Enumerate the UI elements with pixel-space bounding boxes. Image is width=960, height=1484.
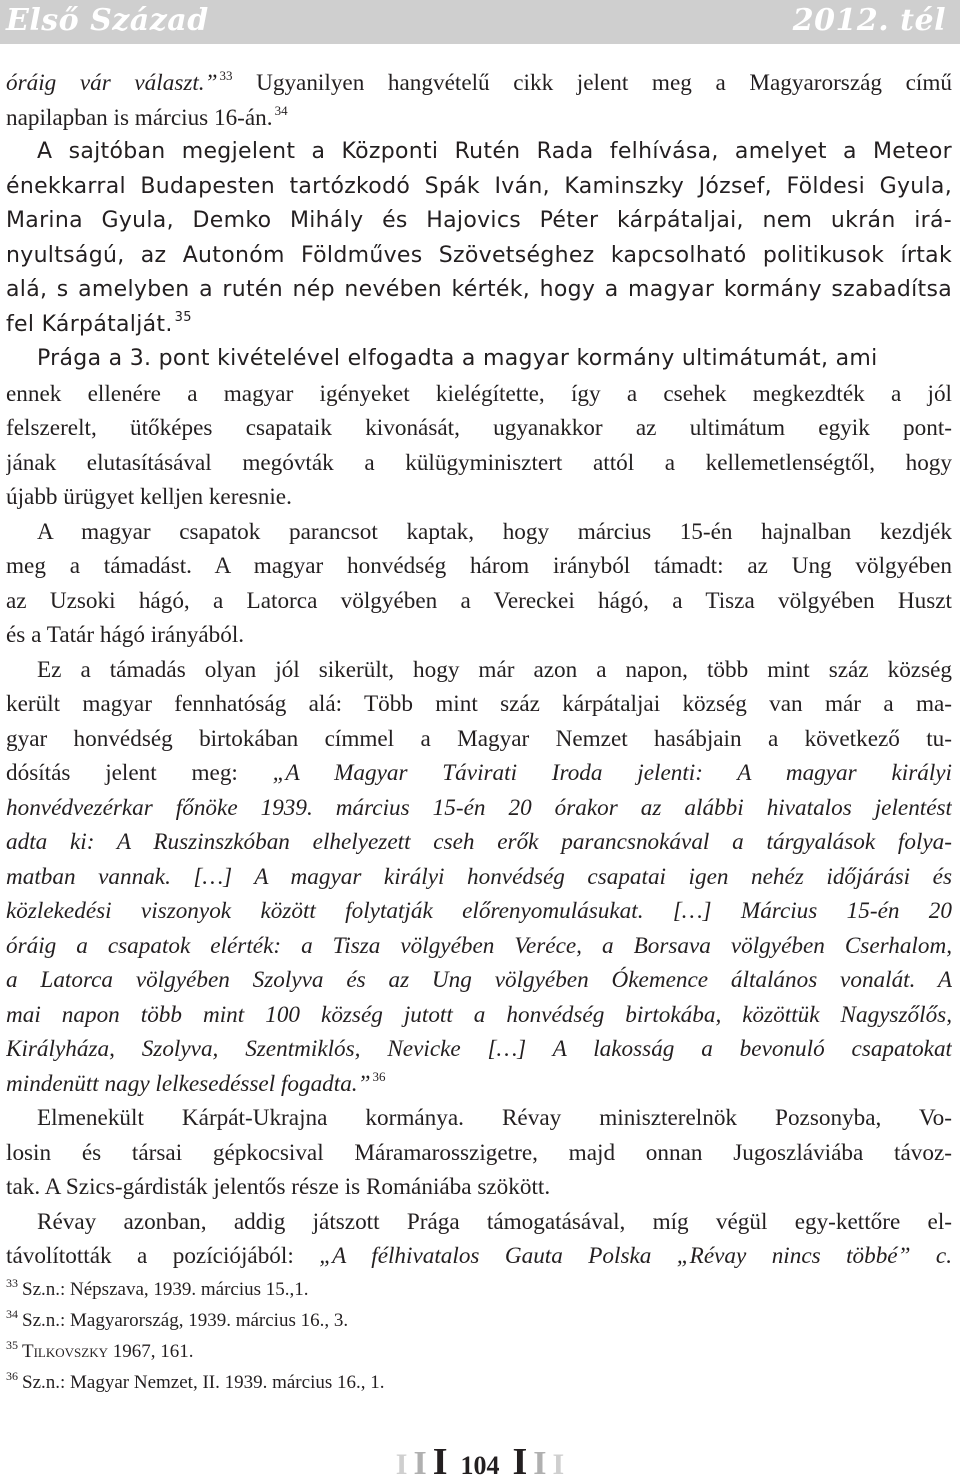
text-run: mindenütt nagy lelkesedéssel fogadta.” xyxy=(6,1070,371,1097)
footnote xyxy=(6,1274,906,1305)
journal-title: Első Század xyxy=(6,3,209,38)
text-run: ennek ellenére a magyar igényeket kielégítette, így a csehek megkezdték a jól xyxy=(6,380,952,407)
text-line xyxy=(6,515,952,550)
text-run: tak. A Szics-gárdisták jelentős része is Romániába szökött. xyxy=(6,1174,551,1200)
page-number: 104 xyxy=(460,1451,500,1480)
text-line xyxy=(6,273,952,308)
text-run: matban vannak. […] A magyar királyi honvédség csapatai igen nehéz időjárási és xyxy=(6,863,952,890)
text-line xyxy=(6,204,952,239)
text-line xyxy=(6,1239,952,1274)
text-run: alá, s amelyben a rutén nép nevében kérték, hogy a magyar kormány szabadítsa xyxy=(6,277,952,302)
footnote-text: Sz.n.: Magyar Nemzet, II. 1939. március 16., 1. xyxy=(22,1372,385,1393)
text-run: felszerelt, ütőképes csapataik kivonását, ugyanakkor az ultimátum egyik pont- xyxy=(6,415,952,441)
text-line xyxy=(6,66,952,101)
folio-ornament-icon: I xyxy=(395,1448,408,1481)
text-run: pont kivételével elfogadta a magyar kormány ultimátumát, ami xyxy=(151,346,878,371)
text-run: Prága a 3. xyxy=(37,346,152,371)
text-run: dósítás jelent meg: xyxy=(6,760,273,786)
text-line xyxy=(6,480,952,515)
text-run: Marina Gyula, Demko Mihály és Hajovics Péter kárpátaljai, nem ukrán irá- xyxy=(6,208,952,233)
footnote xyxy=(6,1367,906,1398)
text-run: fel Kárpátalját. xyxy=(6,311,173,337)
text-line xyxy=(6,1032,952,1067)
footnotes xyxy=(6,1274,906,1398)
text-run: énekkarral Budapesten tartózkodó Spák Iván, Kaminszky József, Földesi Gyula, xyxy=(6,173,952,199)
text-run: nyultságú, az Autonóm Földműves Szövetséghez kapcsolható politikusok írtak xyxy=(6,242,952,268)
text-run: óráig vár választ.” xyxy=(6,70,218,96)
text-line xyxy=(6,101,952,136)
text-run: „A Magyar Távirati Iroda jelenti: A magyar királyi xyxy=(272,760,952,786)
text-line xyxy=(6,446,952,481)
text-run: meg a támadást. A magyar honvédség három irányból támadt: az Ung völgyében xyxy=(6,553,952,579)
text-run: Révay azonban, addig játszott Prága támogatásával, míg végül egy-kettőre el- xyxy=(37,1208,952,1235)
text-line xyxy=(6,239,952,274)
footnote-ref: 34 xyxy=(274,102,288,118)
text-line xyxy=(6,998,952,1033)
text-run: jának elutasításával megóvták a külügyminisztert attól a kellemetlenségtől, hogy xyxy=(6,449,952,476)
text-line xyxy=(6,687,952,722)
text-line xyxy=(6,618,952,653)
text-line xyxy=(6,1170,952,1205)
text-line xyxy=(6,584,952,619)
text-line xyxy=(6,653,952,688)
text-run: újabb ürügyet kelljen keresnie. xyxy=(6,484,292,510)
footnote-ref: 36 xyxy=(372,1068,386,1084)
folio-ornament-icon: I xyxy=(533,1445,547,1482)
issue-label: 2012. tél xyxy=(792,3,946,38)
text-line xyxy=(6,1205,952,1240)
page-folio xyxy=(0,1440,960,1484)
footnote-number: 33 xyxy=(6,1276,18,1290)
folio-ornament-icon: I xyxy=(552,1448,565,1481)
text-line xyxy=(6,860,952,895)
text-run: Elmenekült Kárpát-Ukrajna kormánya. Révay miniszterelnök Pozsonyba, Vo- xyxy=(37,1105,952,1131)
text-line xyxy=(6,1136,952,1171)
text-line xyxy=(6,342,952,377)
text-run: mai napon több mint 100 község jutott a honvédség birtokába, közöttük Nagyszőlős, xyxy=(6,1001,952,1028)
text-run: Királyháza, Szolyva, Szentmiklós, Nevicke […] A lakosság a bevonuló csapatokat xyxy=(6,1036,952,1062)
text-line xyxy=(6,963,952,998)
text-run: honvédvezérkar főnöke 1939. március 15-én 20 órakor az alábbi hivatalos jelentést xyxy=(6,794,952,821)
text-run: közlekedési viszonyok között folytatják előrenyomulásukat. […] Március 15-én 20 xyxy=(6,898,952,924)
text-run: távolították a pozíciójából: xyxy=(6,1243,320,1269)
text-line xyxy=(6,929,952,964)
text-run: gyar honvédség birtokában címmel a Magyar Nemzet hasábjain a következő tu- xyxy=(6,725,952,752)
text-line xyxy=(6,791,952,826)
text-line xyxy=(6,549,952,584)
text-line xyxy=(6,1067,952,1102)
text-run: Ez a támadás olyan jól sikerült, hogy már azon a napon, több mint száz község xyxy=(37,656,952,683)
text-run: óráig a csapatok elérték: a Tisza völgyében Verécе, a Borsava völgyében Cserhalom, xyxy=(6,932,952,959)
footnote-text: Sz.n.: Magyarország, 1939. március 16., 3. xyxy=(22,1310,349,1331)
footnote xyxy=(6,1336,906,1367)
text-run: került magyar fennhatóság alá: Több mint száz kárpátaljai község van már a ma- xyxy=(6,691,952,717)
footnote-number: 36 xyxy=(6,1369,18,1383)
text-line xyxy=(6,756,952,791)
text-line xyxy=(6,377,952,412)
footnote xyxy=(6,1305,906,1336)
text-line xyxy=(6,308,952,343)
text-run: és a Tatár hágó irányából. xyxy=(6,622,245,648)
text-run: losin és társai gépkocsival Máramarosszigetre, majd onnan Jugoszláviába távoz- xyxy=(6,1139,952,1166)
text-run: Ugyanilyen hangvételű cikk jelent meg a Magyarország című xyxy=(232,70,952,96)
folio-ornament-icon: I xyxy=(432,1441,448,1483)
text-line xyxy=(6,1101,952,1136)
text-line xyxy=(6,894,952,929)
running-header xyxy=(0,0,960,44)
text-line xyxy=(6,170,952,205)
footnote-number: 34 xyxy=(6,1307,18,1321)
footnote-ref: 35 xyxy=(174,309,192,325)
footnote-text: Sz.n.: Népszava, 1939. március 15.,1. xyxy=(22,1279,309,1300)
footnote-text: 1967, 161. xyxy=(108,1341,194,1362)
text-run: „A félhivatalos Gauta Polska „Révay nincs többé” c. xyxy=(319,1243,952,1269)
text-run: napilapban is március 16-án. xyxy=(6,104,273,131)
folio-ornament-icon: I xyxy=(512,1441,528,1483)
footnote-ref: 33 xyxy=(219,68,233,83)
text-run: A magyar csapatok parancsot kaptak, hogy március 15-én hajnalban kezdjék xyxy=(37,518,952,545)
footnote-number: 35 xyxy=(6,1338,18,1352)
text-line xyxy=(6,722,952,757)
text-run: A sajtóban megjelent a Központi Rutén Rada felhívása, amelyet a Meteor xyxy=(37,139,952,164)
folio-ornament-icon: I xyxy=(413,1445,427,1482)
text-line xyxy=(6,825,952,860)
text-line xyxy=(6,411,952,446)
text-run: az Uzsoki hágó, a Latorca völgyében a Vereckei hágó, a Tisza völgyében Huszt xyxy=(6,587,952,614)
text-line xyxy=(6,135,952,170)
text-run: a Latorca völgyében Szolyva és az Ung völgyében Ókemence általános vonalát. A xyxy=(6,967,952,993)
text-run: adta ki: A Ruszinszkóban elhelyezett cseh erők parancsnokával a tárgyalások folya- xyxy=(6,829,952,855)
body-text xyxy=(6,66,952,1274)
footnote-text: Tilkovszky xyxy=(22,1341,108,1362)
